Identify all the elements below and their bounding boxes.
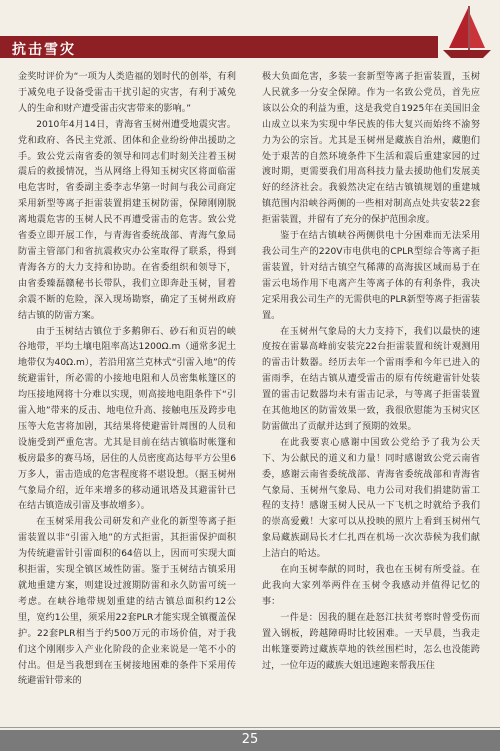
paragraph: 极大负面危害，多装一套新型等离子拒雷装置，玉树人民就多一分安全保障。作为一名致公党员，首先应该以公众的利益为重，这是我党自1925年在美国旧金山成立以来为实现中华民族的伟大复兴而始终不渝努力为公的宗旨。尤其是玉树州是藏族自治州，藏胞们处于艰苦的自然环境条件下生活和震后重建家园的过渡时期，更需要我们用高科技力量去援助他们发展美好的经济社会。我毅然决定在结古镇镇规划的重建城镇范围内沿峡谷两侧的一些相对制高点处共安装22套拒雷装置，并留有了充分的保护范围余度。 <box>262 72 480 226</box>
paragraph: 在此我要衷心感谢中国致公党给予了我为公天下、为公献民的道义和力量！同时感谢致公党云南省委，感谢云南省委统战部、青海省委统战部和青海省气象局、玉树州气象局、电力公司对我们捐建防雷工程的支持！感谢玉树人民从一下飞机之时就给予我们的崇高爱戴！大家可以从投映的照片上看到玉树州气象局藏族副局长才仁扎西在机场一次次恭候为我们献上洁白的哈达。 <box>262 437 480 560</box>
right-column <box>262 70 480 710</box>
paragraph: 在玉树州气象局的大力支持下，我们以最快的速度按在雷暴高峰前安装完22台拒雷装置和统计观测用的雷击计数器。经历去年一个雷雨季和今年已进入的雷雨季，在结古镇从遭受雷击的原有传统避雷针处装置的雷击记数器均未有雷击记录，与等离子拒雷装置在其他地区的防雷效果一致，我很欣慰能为玉树灾区防雷做出了贡献并达到了预期的效果。 <box>262 326 480 432</box>
section-title: 抗击雪灾 <box>12 42 76 58</box>
paragraph: 金奖时评价为“一项为人类造福的划时代的创举，有利于减免电子设备受雷击干扰引起的灾害，有利于减免人的生命和财产遭受雷击灾害带来的影响。” <box>18 72 236 114</box>
page-header <box>0 0 500 62</box>
footer-divider <box>0 727 500 728</box>
paragraph: 鉴于在结古镇峡谷两侧供电十分困难而无法采用我公司生产的220V市电供电的CPLR型综合等离子拒雷装置，针对结古镇空气稀薄的高海拔区域而易于在雷云电场作用下电离产生等离子体的有利条件，我决定采用我公司生产的无需供电的PLR新型等离子拒雷装置。 <box>262 231 480 321</box>
left-column <box>18 70 236 710</box>
sailing-ship-icon <box>437 4 495 62</box>
paragraph: 在玉树采用我公司研发和产业化的新型等离子拒雷装置以非“引雷入地”的方式拒雷，其拒雷保护面积为传统避雷针引雷面积的64倍以上，因而可实现大面积拒雷，实现全镇区域性防雷。鉴于玉树结古镇采用就地重建方案，则建设过渡期防雷和永久防雷可统一考虑。在峡谷地带规划重建的结古镇总面积约12公里，宽约1公里，须采用22套PLR才能实现全镇覆盖保护。22套PLR相当于约500万元的市场价值，对于我们这个刚刚步入产业化阶段的企业来说是一笔不小的付出。但是当我想到在玉树接地困难的条件下采用传统避雷针带来的 <box>18 517 236 687</box>
page-number: 25 <box>241 732 259 747</box>
paragraph: 2010年4月14日，青海省玉树州遭受地震灾害。党和政府、各民主党派、团体和企业纷纷伸出援助之手。致公党云南省委的领导和同志们时刻关注着玉树震后的救援情况，当从网络上得知玉树灾区将面临雷电危害时，省委副主委李志华第一时间与我公司商定采用新型等离子拒雷装置捐建玉树防雷，保障刚刚脱离地震危害的玉树人民不再遭受雷击的危害。致公党省委立即开展工作，与青海省委统战部、青海气象局防雷主管部门和省抗震救灾办公室取得了联系，得到青海各方的大力支持和协助。在省委组织和领导下，由省委臻磊赣秘书长带队，我们立即奔赴玉树，冒着余震不断的危险，深入现场勘察，确定了玉树州政府结古镇的防雷方案。 <box>18 119 236 321</box>
paragraph: 由于玉树结古镇位于多鹅卵石、砂石和页岩的峡谷地带，平均土壤电阻率高达1200Ω.m（通常多泥土地带仅为40Ω.m），若沿用富兰克林式“引雷入地”的传统避雷针，所必需的小接地电阻和人员密集帐篷区的均压接地网将十分难以实现，则高接地电阻条件下“引雷入地”带来的反击、地电位升高、接触电压及跨步电压等大危害将加剧，其结果将使避雷针周围的人员和设施受到严重危害。尤其是目前在结古镇临时帐篷和板房最多的赛马场，居住的人员密度高达每平方公里6万多人，雷击造成的危害程度将不堪设想。（据玉树州气象局介绍，近年来增多的移动通讯塔及其避雷针已在结古镇造成引雷及事故增多）。 <box>18 326 236 512</box>
paragraph: 一件是：因我的腿在赴怒江扶贫考察时曾受伤而置入钢板，跨越障碍时比较困难。一天早晨，当我走出帐篷要跨过藏族草地的铁丝围栏时，怎么也没能跨过，一位年迈的藏族大姐迅速跑来帮我压住 <box>262 612 480 671</box>
paragraph: 在向玉树奉献的同时，我也在玉树有所受益。在此我向大家列举两件在玉树令我感动并值得记忆的事： <box>262 565 480 607</box>
